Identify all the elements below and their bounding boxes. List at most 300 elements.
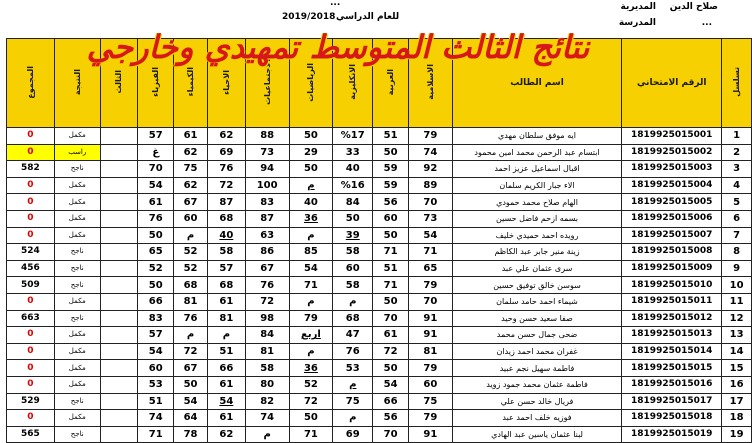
cell-english: 60: [333, 260, 373, 277]
cell-biology: 68: [207, 277, 245, 294]
cell-biology: 62: [207, 426, 245, 443]
col-header-third: الثالث: [100, 39, 138, 128]
cell-arabic: 71: [373, 244, 409, 261]
cell-result: مكمل: [54, 177, 100, 194]
cell-english: %17: [333, 128, 373, 145]
cell-total: 0: [7, 144, 55, 161]
cell-math: م: [289, 227, 333, 244]
cell-biology: 76: [207, 161, 245, 178]
cell-physics: 70: [138, 161, 174, 178]
cell-exam: 1819925015006: [622, 210, 722, 227]
cell-exam: 1819925015002: [622, 144, 722, 161]
table-row: [7, 177, 752, 194]
cell-third: [100, 410, 138, 427]
col-header-arabic: العربية: [373, 39, 409, 128]
cell-english: 33: [333, 144, 373, 161]
cell-exam: 1819925015014: [622, 343, 722, 360]
cell-result: ناجح: [54, 277, 100, 294]
cell-total: 0: [7, 376, 55, 393]
cell-islamic: 91: [408, 327, 452, 344]
cell-result: مكمل: [54, 128, 100, 145]
cell-english: 69: [333, 426, 373, 443]
cell-seq: 17: [722, 393, 752, 410]
cell-physics: 50: [138, 227, 174, 244]
cell-total: 0: [7, 410, 55, 427]
cell-exam: 1819925015016: [622, 376, 722, 393]
cell-chemistry: م: [174, 227, 208, 244]
cell-physics: 54: [138, 177, 174, 194]
cell-social: 74: [245, 410, 289, 427]
cell-seq: 3: [722, 161, 752, 178]
cell-total: 0: [7, 227, 55, 244]
cell-name: شيماء احمد حامد سلمان: [452, 293, 622, 310]
page-title: نتائج الثالث المتوسط تمهيدي وخارجي: [86, 28, 590, 66]
cell-english: 75: [333, 393, 373, 410]
table-row: [7, 327, 752, 344]
directorate-label: المديرية: [620, 2, 656, 12]
cell-physics: 65: [138, 244, 174, 261]
cell-math: 72: [289, 393, 333, 410]
cell-arabic: 50: [373, 293, 409, 310]
cell-physics: 76: [138, 210, 174, 227]
cell-result: مكمل: [54, 410, 100, 427]
cell-physics: 61: [138, 194, 174, 211]
cell-islamic: 75: [408, 393, 452, 410]
cell-exam: 1819925015018: [622, 410, 722, 427]
cell-math: 54: [289, 260, 333, 277]
cell-arabic: 56: [373, 194, 409, 211]
cell-third: [100, 260, 138, 277]
cell-arabic: 70: [373, 426, 409, 443]
cell-islamic: 89: [408, 177, 452, 194]
cell-islamic: 81: [408, 343, 452, 360]
cell-english: 68: [333, 310, 373, 327]
cell-total: 582: [7, 161, 55, 178]
cell-name: غفران محمد احمد زيدان: [452, 343, 622, 360]
cell-biology: 40: [207, 227, 245, 244]
cell-exam: 1819925015008: [622, 244, 722, 261]
cell-social: 72: [245, 293, 289, 310]
cell-social: 87: [245, 210, 289, 227]
cell-seq: 1: [722, 128, 752, 145]
cell-arabic: 72: [373, 343, 409, 360]
cell-english: 76: [333, 343, 373, 360]
cell-biology: 61: [207, 376, 245, 393]
cell-name: فاطمة سهيل نجم عبيد: [452, 360, 622, 377]
cell-name: لبنا عثمان ياسين عبد الهادي: [452, 426, 622, 443]
cell-social: 80: [245, 376, 289, 393]
cell-exam: 1819925015012: [622, 310, 722, 327]
cell-math: 36: [289, 210, 333, 227]
cell-result: ناجح: [54, 426, 100, 443]
table-row: [7, 244, 752, 261]
cell-physics: 60: [138, 360, 174, 377]
cell-name: الهام صلاح محمد حمودي: [452, 194, 622, 211]
cell-total: 0: [7, 343, 55, 360]
cell-english: 84: [333, 194, 373, 211]
col-header-name: اسم الطالب: [452, 39, 622, 128]
col-header-result: النتيجة: [54, 39, 100, 128]
cell-islamic: 91: [408, 426, 452, 443]
cell-result: مكمل: [54, 343, 100, 360]
cell-name: ابتسام عبد الرحمن محمد امين محمود: [452, 144, 622, 161]
cell-physics: 71: [138, 426, 174, 443]
cell-math: م: [289, 177, 333, 194]
cell-seq: 8: [722, 244, 752, 261]
cell-name: فوزيه خلف احمد عبد: [452, 410, 622, 427]
cell-islamic: 79: [408, 128, 452, 145]
cell-third: [100, 343, 138, 360]
cell-name: سرى عثمان علي عبد: [452, 260, 622, 277]
cell-english: م: [333, 410, 373, 427]
cell-chemistry: 72: [174, 343, 208, 360]
cell-biology: م: [207, 327, 245, 344]
cell-biology: 62: [207, 128, 245, 145]
header-top-fragment: ...: [330, 0, 341, 8]
cell-exam: 1819925015003: [622, 161, 722, 178]
school-value: ...: [701, 18, 712, 28]
cell-arabic: 50: [373, 360, 409, 377]
cell-arabic: 59: [373, 177, 409, 194]
cell-exam: 1819925015007: [622, 227, 722, 244]
cell-islamic: 60: [408, 376, 452, 393]
cell-english: 53: [333, 360, 373, 377]
cell-result: ناجح: [54, 260, 100, 277]
cell-english: 39: [333, 227, 373, 244]
col-header-islamic: الاسلامية: [408, 39, 452, 128]
cell-biology: 66: [207, 360, 245, 377]
cell-math: 50: [289, 128, 333, 145]
cell-social: 83: [245, 194, 289, 211]
table-row: [7, 210, 752, 227]
cell-islamic: 73: [408, 210, 452, 227]
cell-chemistry: 62: [174, 177, 208, 194]
cell-name: فاطمة عثمان محمد جمود زويد: [452, 376, 622, 393]
cell-social: 88: [245, 128, 289, 145]
cell-physics: 66: [138, 293, 174, 310]
cell-chemistry: 68: [174, 277, 208, 294]
cell-arabic: 51: [373, 260, 409, 277]
table-row: [7, 128, 752, 145]
cell-social: 84: [245, 327, 289, 344]
cell-seq: 2: [722, 144, 752, 161]
cell-name: زينة منير جابر عبد الكاظم: [452, 244, 622, 261]
cell-social: 58: [245, 360, 289, 377]
cell-social: 98: [245, 310, 289, 327]
col-header-social: الاجتماعيات: [245, 39, 289, 128]
table-row: [7, 393, 752, 410]
cell-third: [100, 310, 138, 327]
cell-exam: 1819925015011: [622, 293, 722, 310]
cell-islamic: 74: [408, 144, 452, 161]
cell-result: راسب: [54, 144, 100, 161]
table-row: [7, 161, 752, 178]
academic-year: 2019/2018: [282, 12, 336, 22]
cell-math: 29: [289, 144, 333, 161]
cell-third: [100, 360, 138, 377]
cell-exam: 1819925015010: [622, 277, 722, 294]
cell-chemistry: 67: [174, 360, 208, 377]
cell-third: [100, 194, 138, 211]
cell-chemistry: 54: [174, 393, 208, 410]
cell-math: 71: [289, 277, 333, 294]
col-header-exam: الرقم الامتحاني: [622, 39, 722, 128]
col-header-physics: الفيزياء: [138, 39, 174, 128]
cell-math: 85: [289, 244, 333, 261]
col-header-math: الرياضيات: [289, 39, 333, 128]
cell-physics: 83: [138, 310, 174, 327]
cell-biology: 81: [207, 310, 245, 327]
cell-arabic: 50: [373, 227, 409, 244]
cell-social: 63: [245, 227, 289, 244]
cell-result: مكمل: [54, 360, 100, 377]
cell-third: [100, 177, 138, 194]
cell-physics: 54: [138, 343, 174, 360]
cell-seq: 4: [722, 177, 752, 194]
cell-exam: 1819925015019: [622, 426, 722, 443]
cell-arabic: 56: [373, 410, 409, 427]
cell-name: فريال خالد حسن علي: [452, 393, 622, 410]
cell-arabic: 71: [373, 277, 409, 294]
cell-exam: 1819925015017: [622, 393, 722, 410]
cell-arabic: 51: [373, 128, 409, 145]
cell-math: 79: [289, 310, 333, 327]
cell-chemistry: 61: [174, 128, 208, 145]
cell-arabic: 60: [373, 210, 409, 227]
cell-name: صفا سعيد حسن وحيد: [452, 310, 622, 327]
cell-seq: 12: [722, 310, 752, 327]
directorate-value: صلاح الدين: [669, 2, 718, 12]
cell-arabic: 59: [373, 161, 409, 178]
cell-islamic: 70: [408, 194, 452, 211]
cell-arabic: 61: [373, 327, 409, 344]
cell-chemistry: 64: [174, 410, 208, 427]
cell-third: [100, 426, 138, 443]
cell-third: [100, 161, 138, 178]
cell-chemistry: 50: [174, 376, 208, 393]
cell-math: 50: [289, 410, 333, 427]
cell-biology: 87: [207, 194, 245, 211]
cell-math: م: [289, 343, 333, 360]
cell-biology: 54: [207, 393, 245, 410]
cell-name: الاء جبار الكريم سلمان: [452, 177, 622, 194]
academic-year-label: للعام الدراسي: [336, 12, 400, 22]
cell-seq: 13: [722, 327, 752, 344]
table-row: [7, 426, 752, 443]
cell-result: مكمل: [54, 293, 100, 310]
cell-physics: 74: [138, 410, 174, 427]
cell-physics: 52: [138, 260, 174, 277]
cell-biology: 69: [207, 144, 245, 161]
cell-social: 100: [245, 177, 289, 194]
cell-chemistry: 67: [174, 194, 208, 211]
cell-seq: 16: [722, 376, 752, 393]
cell-third: [100, 293, 138, 310]
cell-math: اربع: [289, 327, 333, 344]
table-row: [7, 376, 752, 393]
cell-third: [100, 244, 138, 261]
cell-chemistry: 76: [174, 310, 208, 327]
table-row: [7, 343, 752, 360]
cell-islamic: 91: [408, 310, 452, 327]
cell-english: م: [333, 376, 373, 393]
cell-name: ايه موفق سلطان مهدي: [452, 128, 622, 145]
cell-physics: غ: [138, 144, 174, 161]
cell-arabic: 50: [373, 144, 409, 161]
table-row: [7, 194, 752, 211]
cell-seq: 18: [722, 410, 752, 427]
cell-name: بسمه ازحم فاضل حسين: [452, 210, 622, 227]
cell-social: 73: [245, 144, 289, 161]
cell-math: م: [289, 293, 333, 310]
cell-result: مكمل: [54, 327, 100, 344]
cell-seq: 7: [722, 227, 752, 244]
cell-third: [100, 227, 138, 244]
cell-result: ناجح: [54, 161, 100, 178]
cell-english: %16: [333, 177, 373, 194]
cell-total: 0: [7, 293, 55, 310]
cell-social: 86: [245, 244, 289, 261]
cell-islamic: 70: [408, 293, 452, 310]
cell-biology: 58: [207, 244, 245, 261]
col-header-biology: الاحياء: [207, 39, 245, 128]
cell-physics: 50: [138, 277, 174, 294]
cell-result: مكمل: [54, 210, 100, 227]
cell-arabic: 70: [373, 310, 409, 327]
school-label: المدرسة: [618, 18, 656, 28]
cell-biology: 51: [207, 343, 245, 360]
cell-result: مكمل: [54, 376, 100, 393]
table-row: [7, 360, 752, 377]
cell-name: ضحى جمال حسن محمد: [452, 327, 622, 344]
cell-total: 524: [7, 244, 55, 261]
cell-total: 663: [7, 310, 55, 327]
cell-total: 0: [7, 194, 55, 211]
cell-english: م: [333, 293, 373, 310]
cell-total: 0: [7, 327, 55, 344]
cell-social: 76: [245, 277, 289, 294]
cell-arabic: 66: [373, 393, 409, 410]
cell-social: 94: [245, 161, 289, 178]
table-row: [7, 293, 752, 310]
cell-name: رويده احمد حميدي خليف: [452, 227, 622, 244]
results-table: [6, 38, 752, 443]
cell-total: 0: [7, 177, 55, 194]
cell-islamic: 79: [408, 277, 452, 294]
cell-physics: 57: [138, 128, 174, 145]
cell-biology: 68: [207, 210, 245, 227]
cell-math: 40: [289, 194, 333, 211]
cell-english: 58: [333, 277, 373, 294]
cell-chemistry: 60: [174, 210, 208, 227]
cell-result: مكمل: [54, 194, 100, 211]
cell-total: 509: [7, 277, 55, 294]
cell-name: سوسن خالق توفيق حسين: [452, 277, 622, 294]
cell-chemistry: 81: [174, 293, 208, 310]
cell-exam: 1819925015009: [622, 260, 722, 277]
cell-english: 40: [333, 161, 373, 178]
cell-name: اقبال اسماعيل عزيز احمد: [452, 161, 622, 178]
table-row: [7, 410, 752, 427]
cell-exam: 1819925015015: [622, 360, 722, 377]
cell-third: [100, 210, 138, 227]
cell-result: ناجح: [54, 393, 100, 410]
cell-chemistry: 62: [174, 144, 208, 161]
cell-english: 50: [333, 210, 373, 227]
cell-exam: 1819925015004: [622, 177, 722, 194]
cell-social: 81: [245, 343, 289, 360]
cell-arabic: 54: [373, 376, 409, 393]
cell-biology: 61: [207, 410, 245, 427]
cell-exam: 1819925015001: [622, 128, 722, 145]
cell-chemistry: 52: [174, 260, 208, 277]
cell-social: 67: [245, 260, 289, 277]
cell-math: 36: [289, 360, 333, 377]
cell-seq: 15: [722, 360, 752, 377]
cell-third: [100, 144, 138, 161]
table-row: [7, 277, 752, 294]
cell-islamic: 54: [408, 227, 452, 244]
cell-math: 71: [289, 426, 333, 443]
table-row: [7, 310, 752, 327]
table-row: [7, 227, 752, 244]
cell-islamic: 92: [408, 161, 452, 178]
cell-chemistry: 52: [174, 244, 208, 261]
cell-total: 565: [7, 426, 55, 443]
cell-third: [100, 277, 138, 294]
cell-biology: 57: [207, 260, 245, 277]
cell-chemistry: م: [174, 327, 208, 344]
cell-seq: 19: [722, 426, 752, 443]
cell-seq: 9: [722, 260, 752, 277]
cell-exam: 1819925015013: [622, 327, 722, 344]
cell-biology: 61: [207, 293, 245, 310]
cell-social: م: [245, 426, 289, 443]
cell-third: [100, 393, 138, 410]
cell-third: [100, 376, 138, 393]
cell-result: ناجح: [54, 310, 100, 327]
cell-physics: 57: [138, 327, 174, 344]
table-row: [7, 144, 752, 161]
cell-islamic: 71: [408, 244, 452, 261]
cell-english: 58: [333, 244, 373, 261]
cell-math: 50: [289, 161, 333, 178]
table-row: [7, 260, 752, 277]
cell-seq: 6: [722, 210, 752, 227]
cell-math: 52: [289, 376, 333, 393]
cell-physics: 51: [138, 393, 174, 410]
cell-islamic: 79: [408, 360, 452, 377]
cell-total: 0: [7, 210, 55, 227]
cell-third: [100, 327, 138, 344]
cell-chemistry: 75: [174, 161, 208, 178]
cell-chemistry: 78: [174, 426, 208, 443]
cell-biology: 72: [207, 177, 245, 194]
cell-exam: 1819925015005: [622, 194, 722, 211]
cell-physics: 53: [138, 376, 174, 393]
cell-result: ناجح: [54, 244, 100, 261]
cell-result: مكمل: [54, 227, 100, 244]
cell-islamic: 65: [408, 260, 452, 277]
cell-total: 0: [7, 128, 55, 145]
cell-seq: 11: [722, 293, 752, 310]
col-header-chemistry: الكيمياء: [174, 39, 208, 128]
cell-english: 47: [333, 327, 373, 344]
col-header-seq: تسلسل: [722, 39, 752, 128]
cell-seq: 10: [722, 277, 752, 294]
cell-third: [100, 128, 138, 145]
cell-social: 82: [245, 393, 289, 410]
